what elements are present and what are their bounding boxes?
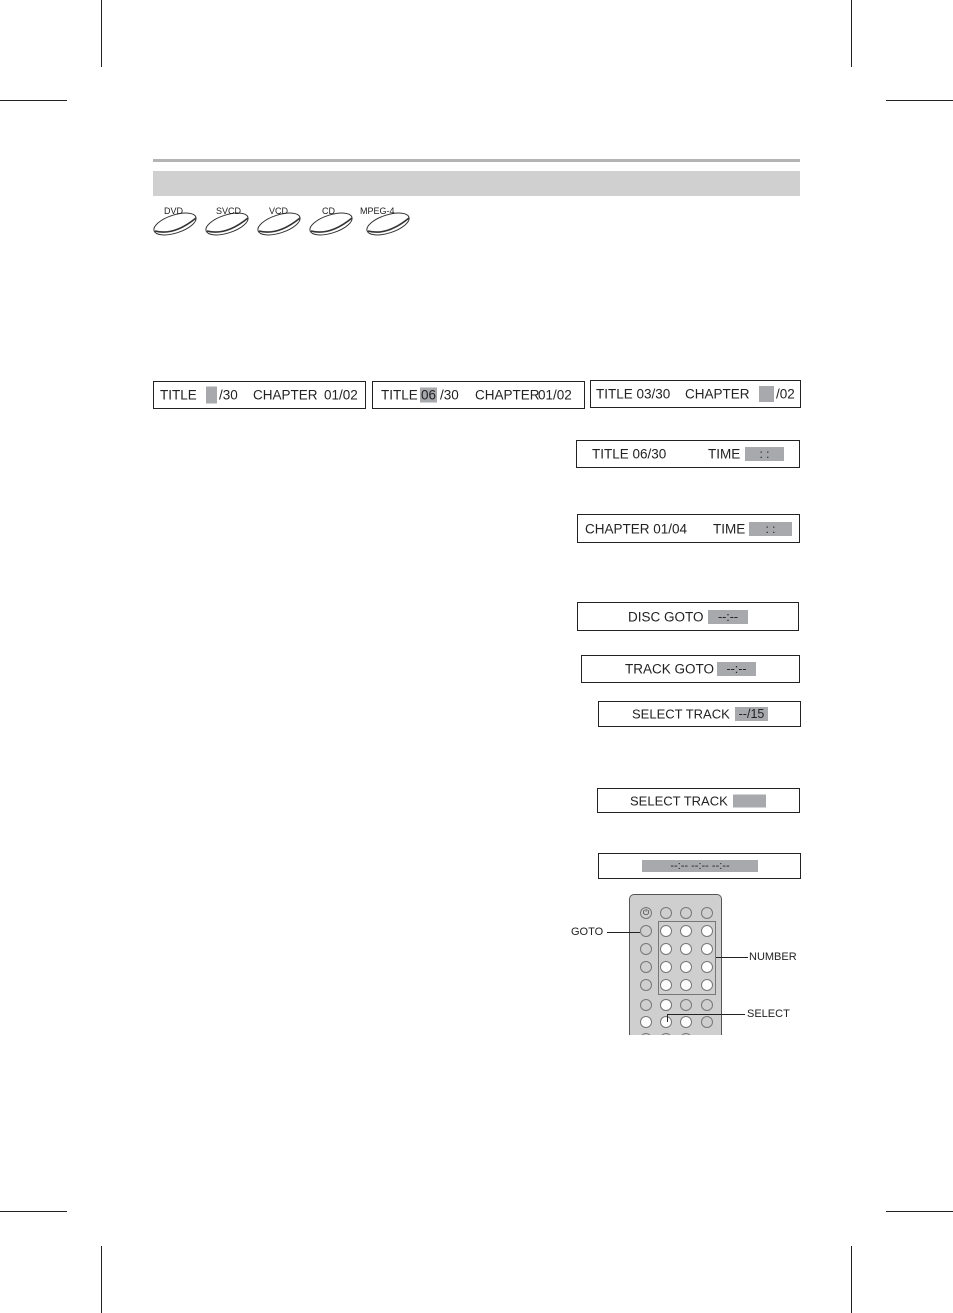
input-highlight <box>733 794 766 807</box>
callout-goto-line <box>607 932 640 933</box>
osd-chapter-value: 01/02 <box>538 387 572 403</box>
osd-chapter-label: CHAPTER <box>685 386 750 402</box>
number-button <box>701 979 713 991</box>
goto-button <box>640 925 652 937</box>
osd-disc-goto-value: --:-- <box>708 610 748 624</box>
callout-select-line <box>667 1014 745 1015</box>
number-button <box>660 961 672 973</box>
osd-track-goto-label: TRACK GOTO <box>625 661 715 677</box>
remote-button <box>680 907 692 919</box>
osd-title-label: TITLE <box>381 387 418 403</box>
disc-label: CD <box>322 206 335 216</box>
nav-left-button <box>640 1016 652 1028</box>
osd-title-total: /30 <box>219 387 238 403</box>
number-button <box>660 925 672 937</box>
crop-mark-bottom-left-vertical <box>101 1246 102 1313</box>
disc-label: SVCD <box>216 206 242 216</box>
nav-right-button <box>680 1016 692 1028</box>
osd-chapter-entry <box>590 380 801 408</box>
header-rule <box>153 159 800 162</box>
number-button <box>680 961 692 973</box>
disc-icon-mpeg4 <box>360 206 412 236</box>
remote-button <box>640 979 652 991</box>
crop-mark-bottom-right-vertical <box>851 1246 852 1313</box>
remote-button <box>640 1033 652 1035</box>
remote-button <box>680 1033 692 1035</box>
disc-label: MPEG-4 <box>360 206 395 216</box>
crop-mark-bottom-right-horizontal <box>886 1211 953 1212</box>
osd-time-entry-value: --:-- --:-- --:-- <box>642 860 758 872</box>
remote-button <box>680 999 692 1011</box>
osd-chapter-label: CHAPTER <box>253 387 318 403</box>
disc-icon-vcd <box>256 206 308 236</box>
osd-select-track-blank <box>597 788 800 813</box>
number-button <box>701 961 713 973</box>
number-button <box>680 925 692 937</box>
callout-select-line-drop <box>667 1014 668 1022</box>
osd-track-goto <box>581 655 800 683</box>
crop-mark-top-left-vertical <box>101 0 102 67</box>
osd-disc-goto <box>577 602 799 631</box>
select-button <box>660 1016 672 1028</box>
disc-label: VCD <box>269 206 289 216</box>
remote-button <box>701 999 713 1011</box>
number-button <box>680 979 692 991</box>
disc-label: DVD <box>164 206 184 216</box>
number-button <box>680 943 692 955</box>
osd-select-track-label: SELECT TRACK <box>630 793 728 808</box>
osd-chapter-total: /02 <box>776 386 795 402</box>
osd-chapter-value: 01/02 <box>324 387 358 403</box>
osd-select-track-value: --/15 <box>735 707 768 721</box>
remote-button <box>640 999 652 1011</box>
osd-time-label: TIME <box>713 521 746 536</box>
osd-title-value: TITLE 06/30 <box>592 446 667 462</box>
osd-time-value-highlight: : : <box>745 447 784 461</box>
remote-button <box>640 961 652 973</box>
osd-chapter-label: CHAPTER <box>475 387 540 403</box>
crop-mark-top-left-horizontal <box>0 100 67 101</box>
disc-icon-dvd <box>152 206 204 236</box>
remote-button <box>640 943 652 955</box>
osd-time-value-highlight: : : <box>749 522 792 536</box>
disc-icon-cd <box>308 206 360 236</box>
osd-chapter-time <box>577 514 800 543</box>
crop-mark-top-right-horizontal <box>886 100 953 101</box>
crop-mark-bottom-left-horizontal <box>0 1211 67 1212</box>
nav-up-button <box>660 999 672 1011</box>
number-button <box>701 925 713 937</box>
osd-title-time <box>576 440 800 468</box>
osd-disc-goto-label: DISC GOTO <box>628 609 704 624</box>
osd-title-chapter-selected <box>372 381 585 409</box>
osd-select-track-label: SELECT TRACK <box>632 706 730 722</box>
input-cursor-highlight <box>206 387 217 404</box>
callout-number: NUMBER <box>749 951 797 963</box>
osd-title-total: /30 <box>440 387 459 403</box>
remote-button <box>701 907 713 919</box>
osd-title-label: TITLE 03/30 <box>596 386 671 402</box>
remote-button <box>660 907 672 919</box>
disc-icon-svcd <box>204 206 256 236</box>
callout-select: SELECT <box>747 1008 790 1020</box>
osd-time-label: TIME <box>708 446 741 462</box>
remote-button <box>701 1016 713 1028</box>
osd-title-value-highlight: 06 <box>421 387 437 403</box>
power-icon: ⏻ <box>640 907 652 919</box>
section-header-band <box>153 171 800 196</box>
osd-track-goto-value: --:-- <box>717 662 756 676</box>
number-button <box>660 943 672 955</box>
callout-goto: GOTO <box>571 926 604 938</box>
crop-mark-top-right-vertical <box>851 0 852 67</box>
remote-button <box>660 1033 672 1035</box>
number-button <box>701 943 713 955</box>
number-button <box>660 979 672 991</box>
osd-title-label: TITLE <box>160 387 197 403</box>
osd-title-chapter-entry <box>153 381 366 409</box>
osd-time-entry <box>598 853 801 879</box>
callout-number-line <box>716 957 748 958</box>
input-cursor-highlight <box>759 386 774 402</box>
osd-chapter-value: CHAPTER 01/04 <box>585 521 688 536</box>
osd-select-track-entry <box>598 701 801 727</box>
